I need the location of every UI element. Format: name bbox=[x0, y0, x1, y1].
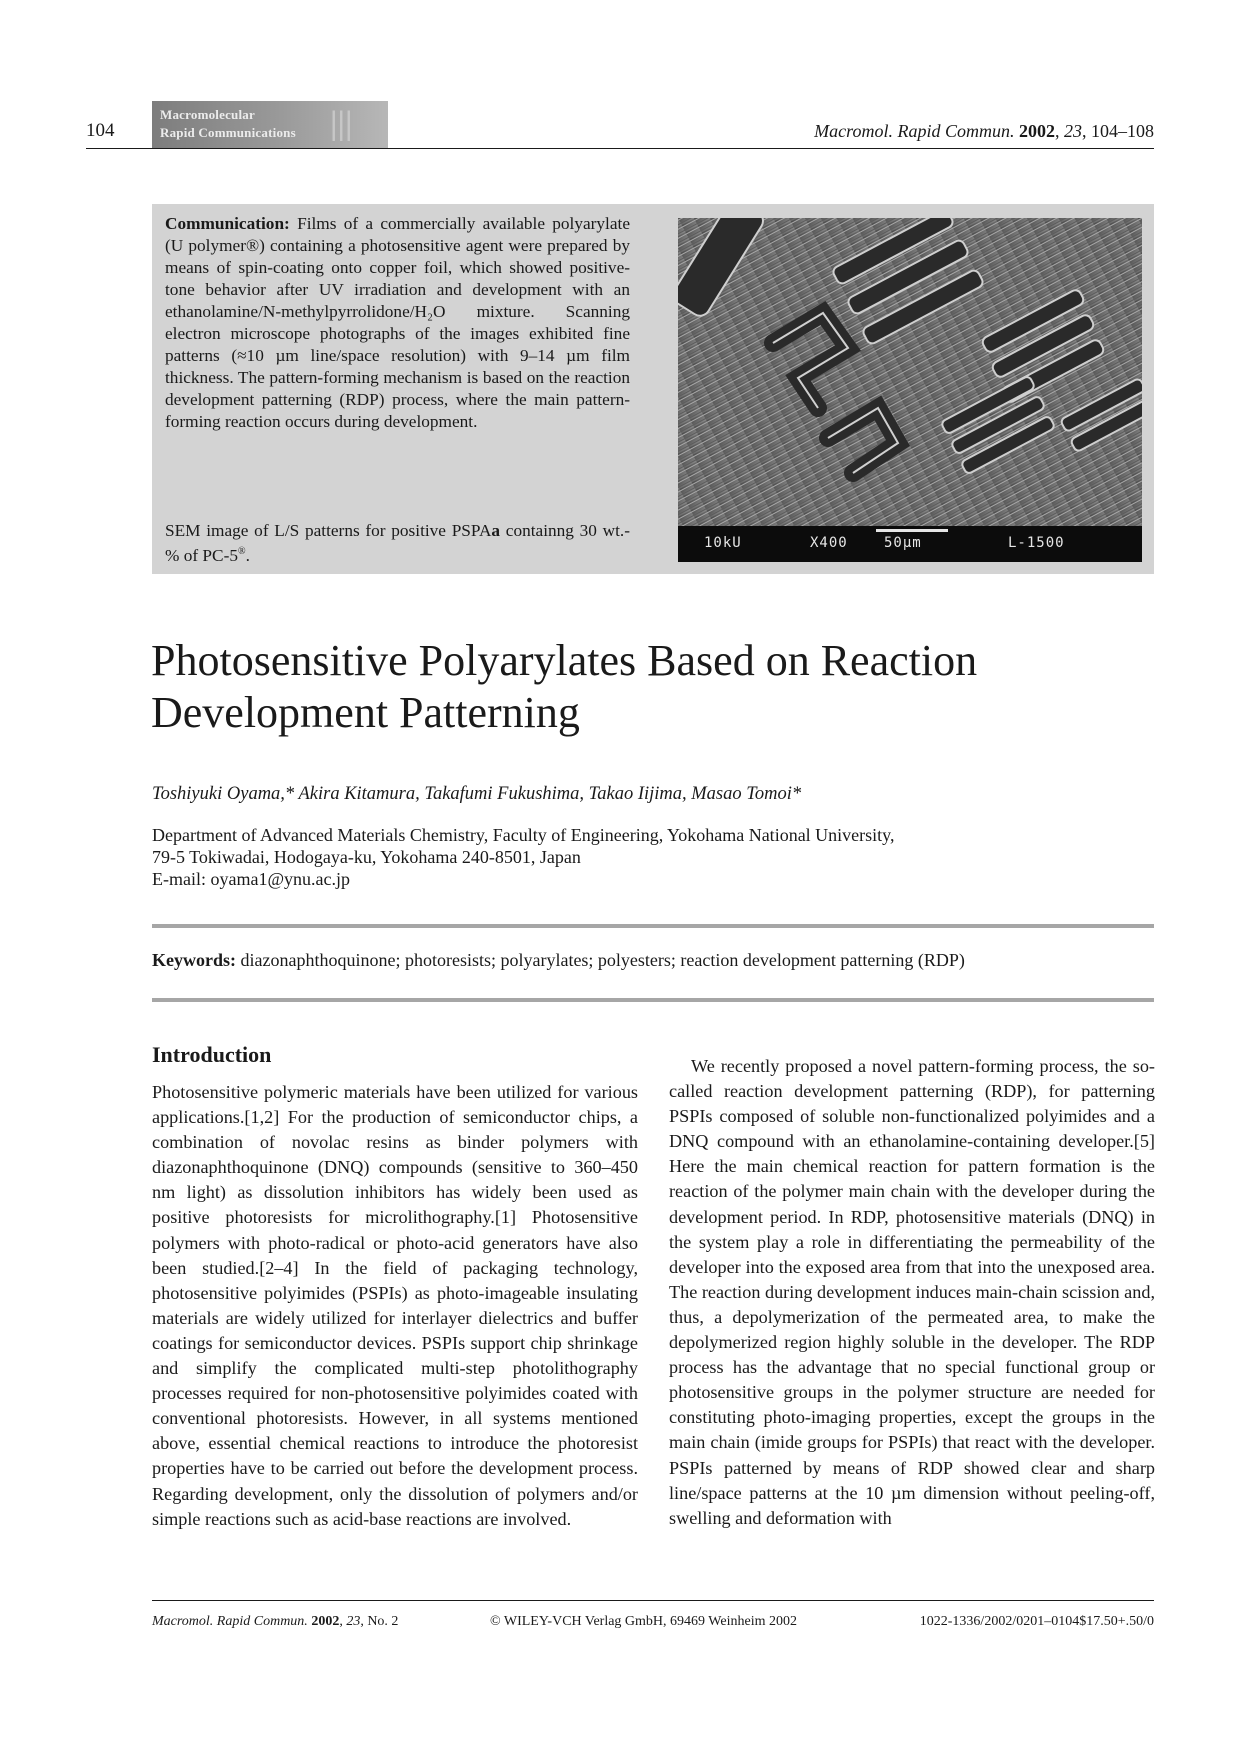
logo-decoration: ||| bbox=[330, 105, 353, 142]
keywords bbox=[152, 950, 1154, 971]
sem-scale-bar bbox=[876, 529, 948, 532]
footer-issn: 1022-1336/2002/0201–0104$17.50+.50/0 bbox=[919, 1614, 1154, 1629]
sem-id: L-1500 bbox=[1008, 535, 1065, 551]
sem-voltage: 10kU bbox=[704, 535, 742, 551]
affiliation bbox=[152, 824, 1152, 890]
section-heading-introduction: Introduction bbox=[152, 1042, 272, 1067]
author-list: Toshiyuki Oyama,* Akira Kitamura, Takafumi Fukushima, Takao Iijima, Masao Tomoi* bbox=[152, 784, 802, 804]
keywords-bottom-rule bbox=[152, 998, 1154, 1002]
sem-scale: 50µm bbox=[884, 535, 922, 551]
abstract-body: Films of a commercially available polyarylate (U polymer®) containing a photosensitive agent were prepared by means of spin-coating onto copper foil, which showed positive-tone behavior after UV irradiation and development with an ethanolamine/N-methylpyrrolidone/H₂O mixture. Scanning electron microscope photographs of the images exhibited fine patterns (≈10 µm line/space resolution) with 9–14 µm film thickness. The pattern-forming mechanism is based on the reaction development patterning (RDP) process, where the main pattern-forming reaction occurs during development. bbox=[165, 214, 630, 431]
sem-pattern-image bbox=[678, 218, 1142, 562]
sem-info-bar bbox=[678, 526, 1142, 562]
logo-line-1: Macromolecular bbox=[160, 107, 255, 122]
affiliation-line-2: 79-5 Tokiwadai, Hodogaya-ku, Yokohama 240-8501, Japan bbox=[152, 847, 581, 867]
affiliation-line-1: Department of Advanced Materials Chemistry, Faculty of Engineering, Yokohama National University, bbox=[152, 825, 895, 845]
keywords-list: diazonaphthoquinone; photoresists; polyarylates; polyesters; reaction development patterning (RDP) bbox=[240, 950, 965, 970]
abstract-label: Communication: bbox=[165, 214, 290, 233]
abstract-text bbox=[165, 213, 630, 433]
body-column-left bbox=[152, 1080, 638, 1532]
footer-rule bbox=[152, 1600, 1154, 1601]
page-number: 104 bbox=[86, 120, 115, 141]
sem-magnification: X400 bbox=[810, 535, 848, 551]
journal-logo bbox=[152, 101, 388, 149]
figure-caption: SEM image of L/S patterns for positive PSPAa containng 30 wt.-% of PC-5®. bbox=[165, 521, 630, 565]
logo-line-2: Rapid Communications bbox=[160, 125, 296, 140]
intro-paragraph-2: We recently proposed a novel pattern-forming process, the so-called reaction development patterning (RDP), for patterning PSPIs composed of soluble non-functionalized polyimides and a DNQ compound with an ethanolamine-containing developer.[5] Here the main chemical reaction for pattern formation is the reaction of the polymer main chain with the developer during the development period. In RDP, photosensitive materials (DNQ) in the system play a role in differentiating the permeability of the developer into the exposed area from that into the unexposed area. The reaction during development induces main-chain scission and, thus, a depolymerization of the permeated area, to make the depolymerized region highly soluble in the developer. The RDP process has the advantage that no special functional group or photosensitive groups in the polymer structure are needed for constituting photo-imaging properties, except the groups in the main chain (imide groups for PSPIs) that react with the developer. PSPIs patterned by means of RDP showed clear and sharp line/space patterns at the 10 µm dimension without peeling-off, swelling and deformation with bbox=[669, 1056, 1155, 1528]
header-rule bbox=[86, 148, 1154, 149]
journal-reference: Macromol. Rapid Commun. 2002, 23, 104–108 bbox=[814, 121, 1154, 141]
keywords-top-rule bbox=[152, 924, 1154, 928]
keywords-label: Keywords: bbox=[152, 950, 236, 970]
article-title: Photosensitive Polyarylates Based on Reaction Development Patterning bbox=[151, 636, 978, 737]
footer-citation: Macromol. Rapid Commun. 2002, 23, No. 2 bbox=[152, 1614, 399, 1629]
sem-micrograph bbox=[678, 218, 1142, 562]
intro-paragraph-1: Photosensitive polymeric materials have been utilized for various applications.[1,2] For the production of semiconductor chips, a combination of novolac resins as binder polymers with diazonaphthoquinone (DNQ) compounds (sensitive to 360–450 nm light) as dissolution inhibitors has widely been used as positive photoresists for microlithography.[1] Photosensitive polymers with photo-radical or photo-acid generators have also been studied.[2–4] In the field of packaging technology, photosensitive polyimides (PSPIs) as photo-imageable insulating materials are widely utilized for interlayer dielectrics and buffer coatings for semiconductor devices. PSPIs support chip shrinkage and simplify the complicated multi-step photolithography processes required for non-photosensitive polyimides coated with conventional photoresists. However, in all systems mentioned above, essential chemical reactions to introduce the photoresist properties have to be carried out before the development process. Regarding development, only the dissolution of polymers and/or simple reactions such as acid-base reactions are involved. bbox=[152, 1082, 638, 1529]
contact-email[interactable]: E-mail: oyama1@ynu.ac.jp bbox=[152, 869, 351, 889]
body-column-right bbox=[669, 1054, 1155, 1531]
footer-copyright: © WILEY-VCH Verlag GmbH, 69469 Weinheim 2002 bbox=[490, 1614, 797, 1629]
